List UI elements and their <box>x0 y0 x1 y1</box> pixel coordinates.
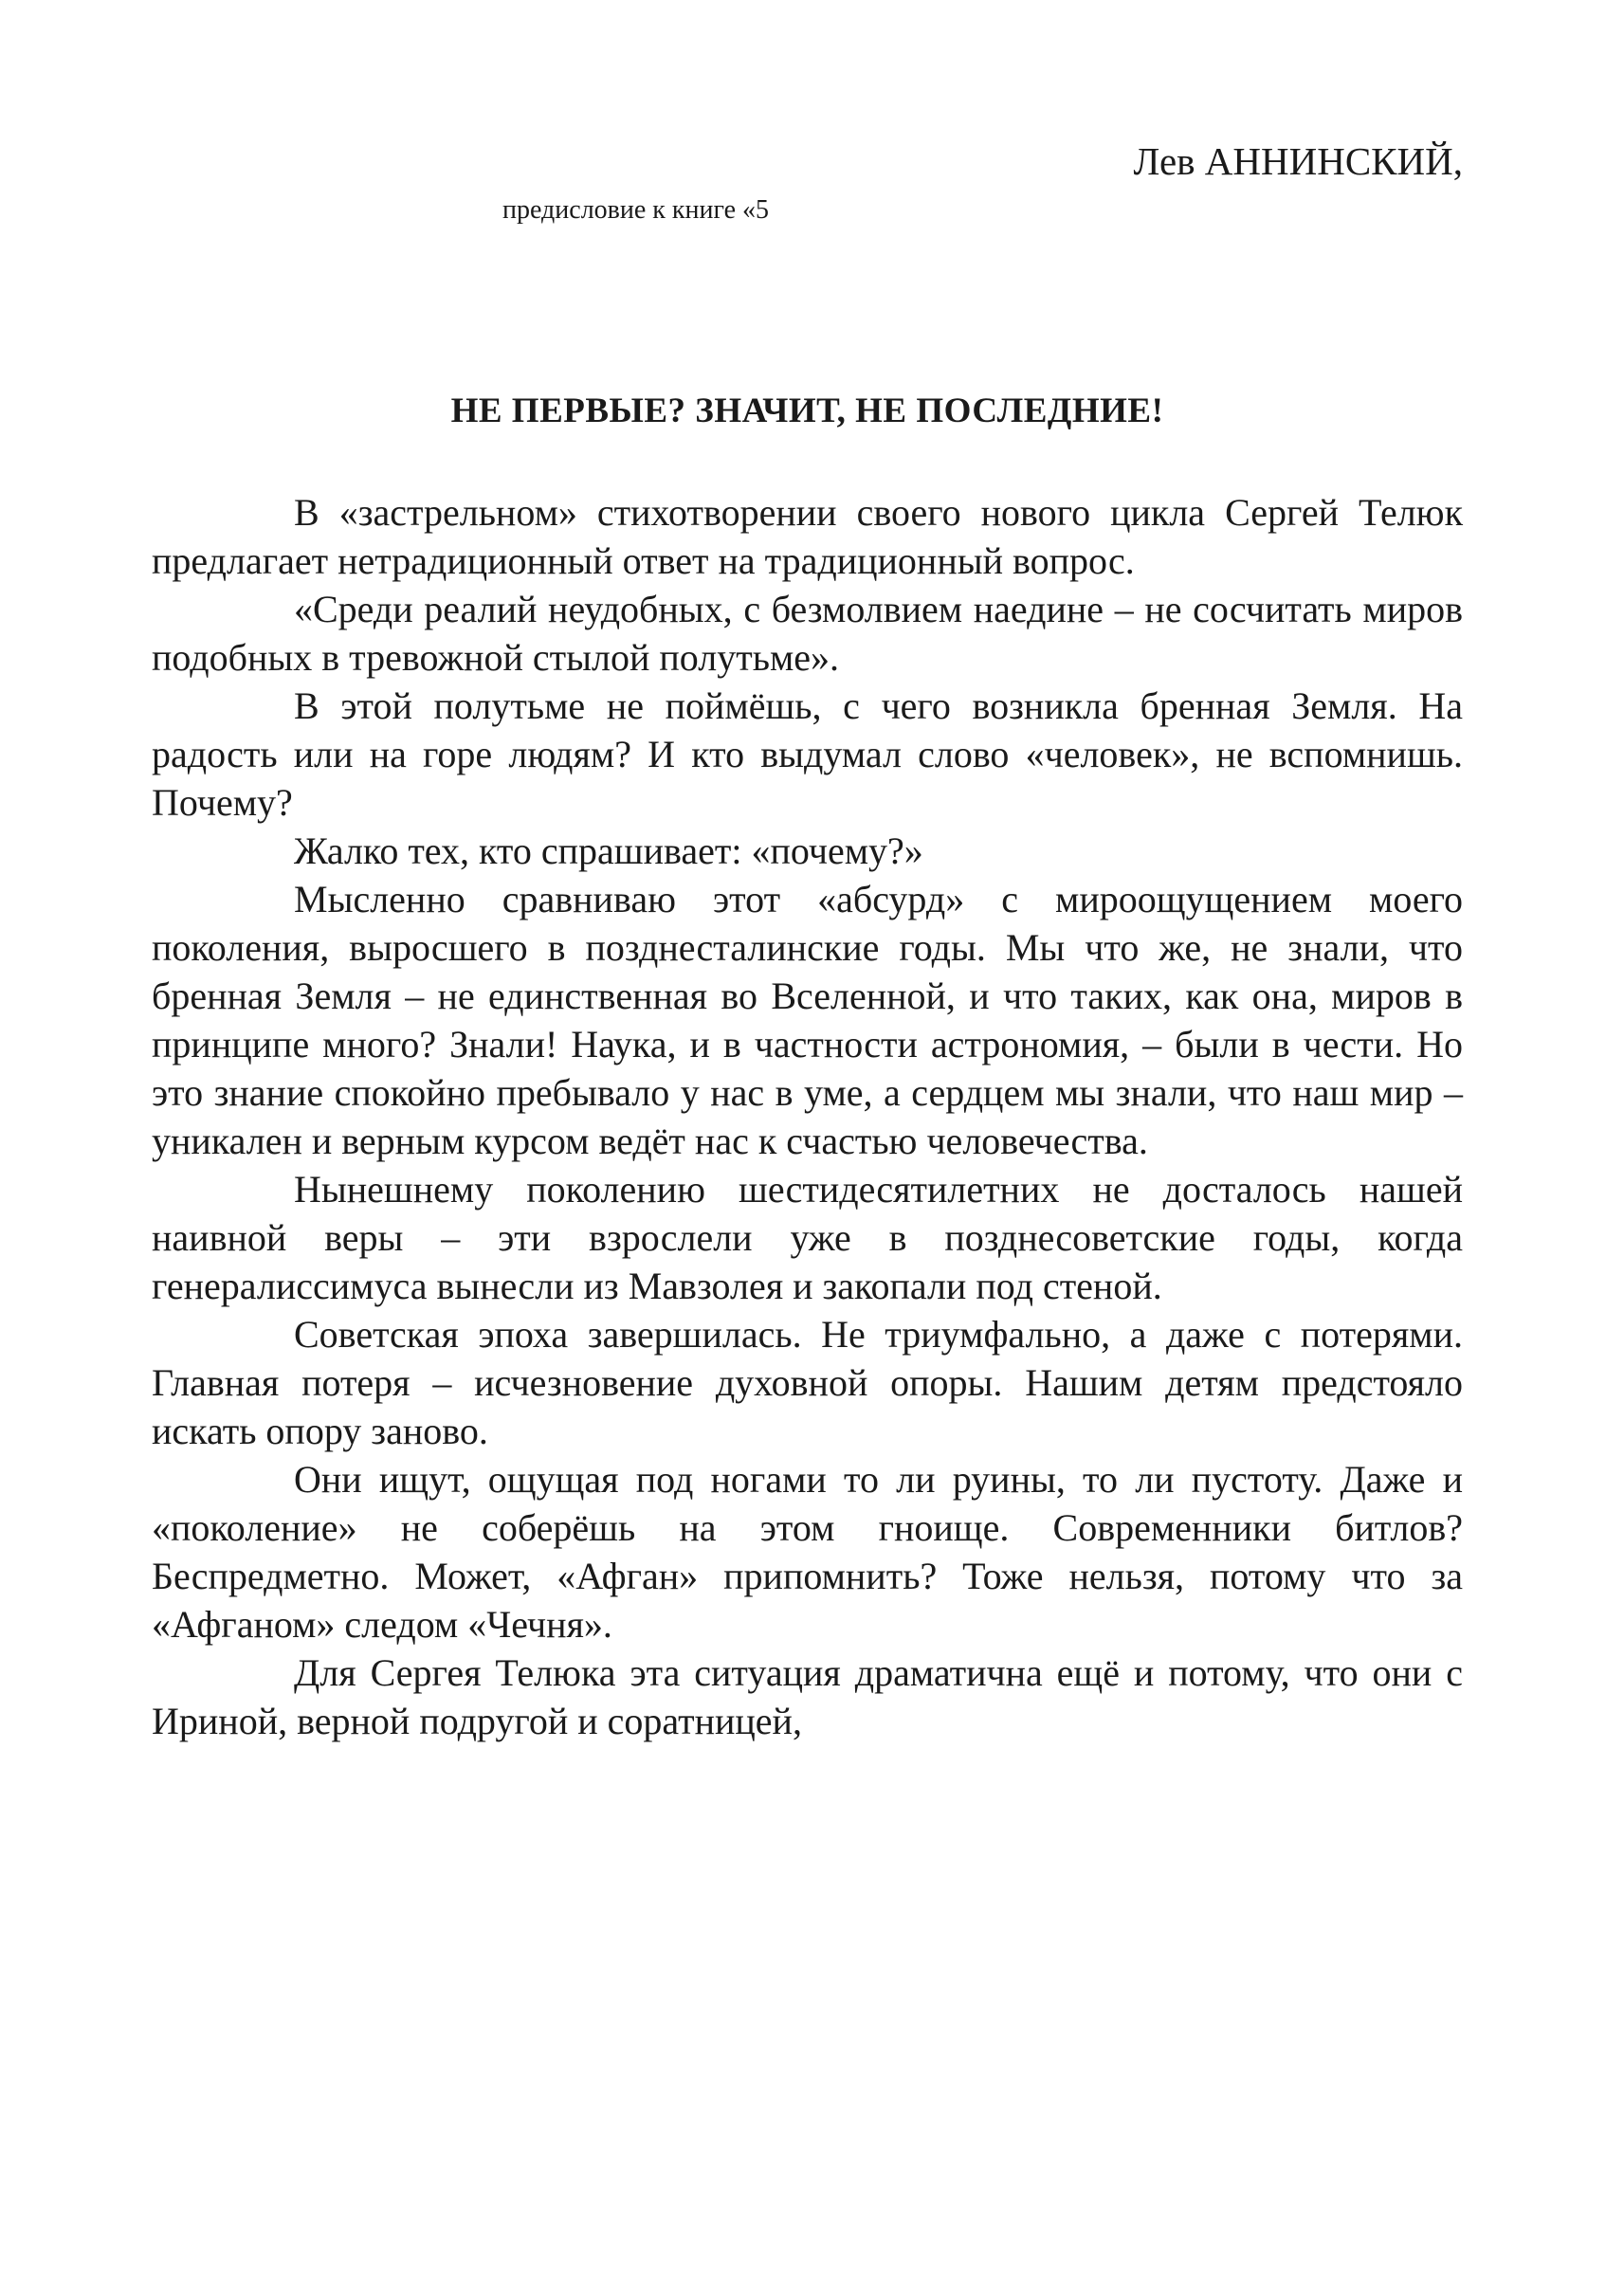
paragraph: Для Сергея Телюка эта ситуация драматична ещё и потому, что они с Ириной, верной подругой и соратницей, <box>152 1651 1463 1742</box>
article-body <box>152 488 1463 1745</box>
author-name: Лев АННИНСКИЙ, <box>1133 139 1463 183</box>
paragraph: Они ищут, ощущая под ногами то ли руины, то ли пустоту. Даже и «поколение» не соберёшь на этом гноище. Современники битлов? Беспредметно. Может, «Афган» припомнить? Тоже нельзя, потому что за «Афганом» следом «Чечня». <box>152 1458 1463 1646</box>
paragraph: «Среди реалий неудобных, с безмолвием наедине – не сосчитать миров подобных в тревожной стылой полутьме». <box>152 588 1463 679</box>
paragraph: Мысленно сравниваю этот «абсурд» с мироощущением моего поколения, выросшего в позднесталинские годы. Мы что же, не знали, что бренная Земля – не единственная во Вселенной, и что таких, как она, миров в принципе много? Знали! Наука, и в частности астрономия, – были в чести. Но это знание спокойно пребывало у нас в уме, а сердцем мы знали, что наш мир – уникален и верным курсом ведёт нас к счастью человечества. <box>152 878 1463 1162</box>
paragraph: Нынешнему поколению шестидесятилетних не досталось нашей наивной веры – эти взрослели уже в позднесоветские годы, когда генералиссимуса вынесли из Мавзолея и закопали под стеной. <box>152 1168 1463 1307</box>
paragraph: В «застрельном» стихотворении своего нового цикла Сергей Телюк предлагает нетрадиционный ответ на традиционный вопрос. <box>152 491 1463 582</box>
article-title: НЕ ПЕРВЫЕ? ЗНАЧИТ, НЕ ПОСЛЕДНИЕ! <box>450 392 1164 430</box>
paragraph: В этой полутьме не поймёшь, с чего возникла бренная Земля. На радость или на горе людям? И кто выдумал слово «человек», не вспомнишь. Почему? <box>152 684 1463 824</box>
paragraph: Жалко тех, кто спрашивает: «почему?» <box>294 829 923 872</box>
paragraph: Советская эпоха завершилась. Не триумфально, а даже с потерями. Главная потеря – исчезновение духовной опоры. Нашим детям предстояло искать опору заново. <box>152 1313 1463 1452</box>
source-note: предисловие к книге «5 <box>502 195 770 225</box>
